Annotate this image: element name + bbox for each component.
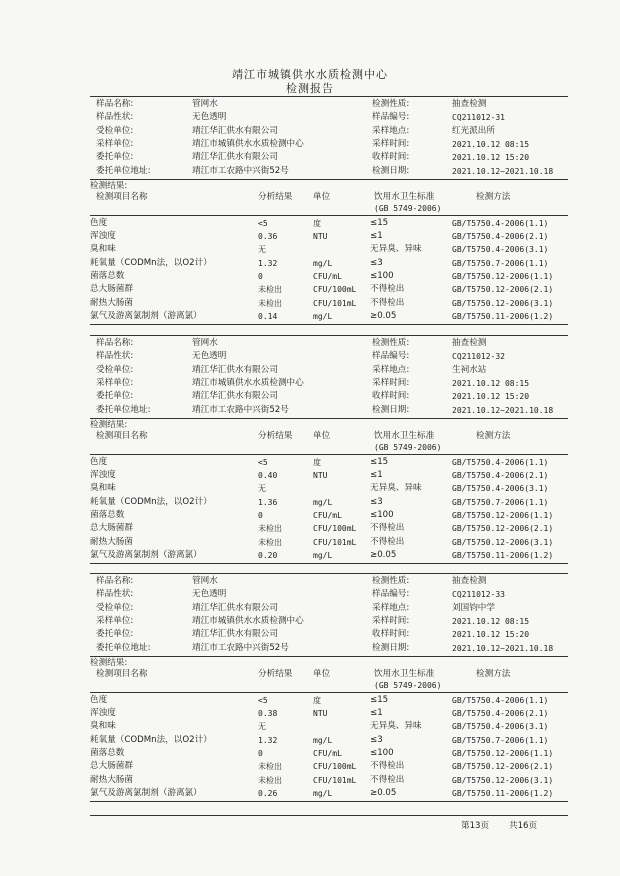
inspection-type-value: 抽查检测 [452, 576, 487, 586]
cell-result: 0 [258, 748, 263, 758]
cell-result: 0.36 [258, 232, 278, 241]
client-unit-label: 受检单位: [96, 364, 134, 375]
cell-unit: CFU/100mL [313, 285, 357, 295]
client-unit-label: 受检单位: [96, 125, 134, 136]
results-label: 检测结果: [90, 180, 128, 191]
sampling-time-value: 2021.10.12 08:15 [452, 616, 530, 626]
cell-method: GB/T5750.12-2006(3.1) [452, 537, 554, 547]
sampling-time-label: 采样时间: [372, 615, 410, 626]
sampling-site-label: 采样地点: [372, 125, 410, 136]
client-unit-value: 靖江华汇供水有限公司 [192, 602, 278, 613]
cell-unit: mg/L [313, 497, 333, 507]
sampling-site-value: 生祠水站 [452, 364, 487, 375]
cell-item: 菌落总数 [90, 747, 125, 758]
meta-row [0, 602, 620, 615]
cell-result: 0.14 [258, 311, 278, 321]
cell-result: <5 [258, 457, 268, 467]
cell-std: 不得检出 [370, 284, 405, 295]
cell-item: 浑浊度 [90, 708, 116, 718]
table-header-rule [90, 215, 568, 216]
table-row [0, 787, 620, 800]
entrusting-address-value: 靖江市工农路中兴街52号 [192, 404, 289, 415]
cell-std: ≤15 [370, 456, 389, 467]
section-top-rule [90, 96, 568, 97]
entrusting-unit-value: 靖江华汇供水有限公司 [192, 152, 278, 163]
cell-item: 氯气及游离氯制剂（游离氯） [90, 549, 202, 560]
cell-std: ≤100 [370, 270, 394, 281]
meta-row [0, 350, 620, 363]
cell-result: 无 [258, 484, 266, 494]
sample-no-value: CQ211012-33 [452, 590, 505, 600]
cell-method: GB/T5750.12-2006(3.1) [452, 775, 554, 785]
cell-method: GB/T5750.7-2006(1.1) [452, 735, 549, 745]
entrusting-unit-value: 靖江华汇供水有限公司 [192, 629, 278, 640]
cell-unit: CFU/mL [313, 748, 342, 758]
cell-result: 0.26 [258, 788, 278, 798]
results-divider [90, 656, 568, 657]
inspection-type-value: 抽查检测 [452, 338, 487, 348]
col-std-header: 饮用水卫生标准 [374, 431, 435, 442]
section-bottom-rule [90, 563, 568, 564]
testing-date-value: 2021.10.12~2021.10.18 [452, 643, 554, 653]
cell-item: 臭和味 [90, 483, 116, 494]
sample-no-value: CQ211012-32 [452, 352, 505, 362]
cell-item: 耗氧量（CODMn法，以O2计） [90, 734, 212, 745]
cell-item: 耗氧量（CODMn法，以O2计） [90, 496, 212, 507]
sample-props-label: 样品性状: [96, 351, 134, 362]
entrusting-address-label: 委托单位地址: [96, 404, 151, 415]
col-method-header: 检测方法 [476, 669, 511, 680]
cell-result: 0.40 [258, 471, 278, 480]
sample-name-label: 样品名称: [96, 99, 134, 109]
cell-result: 未检出 [258, 775, 282, 785]
cell-method: GB/T5750.12-2006(2.1) [452, 762, 554, 772]
cell-result: 0 [258, 510, 263, 520]
cell-unit: CFU/101mL [313, 537, 357, 547]
report-subtitle: 检测报告 [286, 82, 334, 95]
cell-unit: mg/L [313, 735, 333, 745]
cell-result: 0.20 [258, 550, 278, 560]
results-header-sub [0, 441, 620, 454]
cell-std: ≥0.05 [370, 310, 397, 321]
meta-row [0, 364, 620, 377]
col-std-sub-header: (GB 5749-2006) [374, 681, 442, 691]
cell-unit: mg/L [313, 258, 333, 268]
meta-row [0, 377, 620, 390]
cell-item: 菌落总数 [90, 509, 125, 520]
table-row [0, 257, 620, 270]
testing-date-label: 检测日期: [372, 642, 410, 653]
sampling-site-value: 红光派出所 [452, 125, 495, 136]
sample-name-value: 管网水 [192, 338, 218, 348]
cell-item: 氯气及游离氯制剂（游离氯） [90, 310, 202, 321]
cell-unit: mg/L [313, 550, 333, 560]
cell-unit: NTU [313, 232, 328, 241]
receiving-time-label: 收样时间: [372, 152, 410, 163]
page-number: 第13页 [461, 821, 490, 831]
sampling-site-value: 刘国钧中学 [452, 602, 495, 613]
cell-unit: CFU/mL [313, 271, 342, 281]
sampling-unit-label: 采样单位: [96, 615, 134, 626]
table-header-rule [90, 692, 568, 693]
table-row [0, 522, 620, 535]
table-row [0, 549, 620, 562]
sampling-time-value: 2021.10.12 08:15 [452, 378, 530, 388]
table-row [0, 297, 620, 310]
page-total: 共16页 [509, 821, 538, 831]
results-label: 检测结果: [90, 419, 128, 430]
meta-row [0, 151, 620, 164]
cell-item: 耐热大肠菌 [90, 536, 133, 547]
testing-date-value: 2021.10.12~2021.10.18 [452, 405, 554, 415]
receiving-time-label: 收样时间: [372, 391, 410, 402]
col-result-header: 分析结果 [258, 192, 293, 203]
cell-method: GB/T5750.4-2006(1.1) [452, 695, 549, 705]
cell-result: 未检出 [258, 285, 282, 295]
receiving-time-label: 收样时间: [372, 629, 410, 640]
cell-result: 未检出 [258, 298, 282, 308]
table-row [0, 230, 620, 243]
cell-std: ≤1 [370, 708, 383, 718]
cell-unit: 度 [313, 695, 321, 705]
cell-result: 未检出 [258, 537, 282, 547]
table-row [0, 456, 620, 469]
cell-method: GB/T5750.7-2006(1.1) [452, 258, 549, 268]
sampling-unit-value: 靖江市城镇供水水质检测中心 [192, 377, 304, 388]
sampling-unit-label: 采样单位: [96, 138, 134, 149]
client-unit-value: 靖江华汇供水有限公司 [192, 125, 278, 136]
cell-result: 1.36 [258, 497, 278, 507]
table-row [0, 774, 620, 787]
cell-item: 氯气及游离氯制剂（游离氯） [90, 787, 202, 798]
receiving-time-value: 2021.10.12 15:20 [452, 153, 530, 163]
cell-std: 无异臭、异味 [370, 483, 422, 494]
results-header-sub [0, 202, 620, 215]
testing-date-label: 检测日期: [372, 165, 410, 176]
cell-item: 色度 [90, 694, 108, 705]
section-bottom-rule [90, 324, 568, 325]
cell-std: ≤3 [370, 734, 383, 745]
col-method-header: 检测方法 [476, 431, 511, 442]
cell-item: 耗氧量（CODMn法，以O2计） [90, 257, 212, 268]
cell-method: GB/T5750.4-2006(3.1) [452, 484, 549, 494]
cell-unit: mg/L [313, 788, 333, 798]
receiving-time-value: 2021.10.12 15:20 [452, 630, 530, 640]
cell-method: GB/T5750.12-2006(2.1) [452, 285, 554, 295]
cell-method: GB/T5750.12-2006(2.1) [452, 524, 554, 534]
meta-row [0, 165, 620, 178]
testing-date-value: 2021.10.12~2021.10.18 [452, 166, 554, 176]
cell-item: 臭和味 [90, 721, 116, 732]
receiving-time-value: 2021.10.12 15:20 [452, 392, 530, 402]
sampling-time-value: 2021.10.12 08:15 [452, 139, 530, 149]
sampling-site-label: 采样地点: [372, 602, 410, 613]
client-unit-label: 受检单位: [96, 602, 134, 613]
meta-row [0, 390, 620, 403]
col-std-sub-header: (GB 5749-2006) [374, 204, 442, 214]
inspection-type-label: 检测性质: [372, 338, 410, 348]
cell-std: ≤100 [370, 509, 394, 520]
cell-result: 未检出 [258, 524, 282, 534]
cell-std: 不得检出 [370, 536, 405, 547]
cell-unit: CFU/100mL [313, 762, 357, 772]
section-top-rule [90, 335, 568, 336]
cell-std: ≤1 [370, 470, 383, 480]
sample-props-label: 样品性状: [96, 112, 134, 123]
cell-std: ≥0.05 [370, 549, 397, 560]
cell-unit: 度 [313, 218, 321, 228]
cell-item: 浑浊度 [90, 231, 116, 241]
entrusting-address-label: 委托单位地址: [96, 642, 151, 653]
table-row [0, 310, 620, 323]
inspection-type-label: 检测性质: [372, 576, 410, 586]
cell-unit: CFU/101mL [313, 775, 357, 785]
table-row [0, 747, 620, 760]
footer-rule [90, 815, 568, 816]
meta-row [0, 404, 620, 417]
table-header-rule [90, 454, 568, 455]
cell-method: GB/T5750.4-2006(3.1) [452, 722, 549, 732]
cell-item: 臭和味 [90, 244, 116, 255]
table-row [0, 496, 620, 509]
meta-row [0, 125, 620, 138]
cell-item: 总大肠菌群 [90, 761, 133, 772]
cell-std: 不得检出 [370, 774, 405, 785]
meta-row [0, 98, 620, 111]
sample-props-value: 无色透明 [192, 112, 227, 123]
results-divider [90, 179, 568, 180]
cell-item: 色度 [90, 456, 108, 467]
cell-result: 0 [258, 271, 263, 281]
results-divider [90, 418, 568, 419]
cell-std: 无异臭、异味 [370, 244, 422, 255]
cell-method: GB/T5750.4-2006(2.1) [452, 471, 549, 480]
col-std-header: 饮用水卫生标准 [374, 669, 435, 680]
table-row [0, 694, 620, 707]
entrusting-unit-label: 委托单位: [96, 391, 134, 402]
results-header-sub [0, 679, 620, 692]
cell-std: 不得检出 [370, 523, 405, 534]
cell-method: GB/T5750.4-2006(1.1) [452, 218, 549, 228]
cell-std: 不得检出 [370, 761, 405, 772]
table-row [0, 482, 620, 495]
col-result-header: 分析结果 [258, 669, 293, 680]
section-bottom-rule [90, 801, 568, 802]
meta-row [0, 337, 620, 350]
meta-row [0, 615, 620, 628]
table-row [0, 734, 620, 747]
col-unit-header: 单位 [313, 192, 331, 203]
col-item-header: 检测项目名称 [96, 669, 148, 680]
sample-no-label: 样品编号: [372, 112, 410, 123]
col-unit-header: 单位 [313, 431, 331, 442]
cell-item: 浑浊度 [90, 470, 116, 480]
client-unit-value: 靖江华汇供水有限公司 [192, 364, 278, 375]
cell-unit: mg/L [313, 311, 333, 321]
sampling-time-label: 采样时间: [372, 138, 410, 149]
col-method-header: 检测方法 [476, 192, 511, 203]
sample-props-value: 无色透明 [192, 351, 227, 362]
cell-method: GB/T5750.7-2006(1.1) [452, 497, 549, 507]
cell-result: 1.32 [258, 735, 278, 745]
cell-result: <5 [258, 218, 268, 228]
cell-method: GB/T5750.4-2006(1.1) [452, 457, 549, 467]
meta-row [0, 138, 620, 151]
sampling-unit-label: 采样单位: [96, 377, 134, 388]
cell-method: GB/T5750.11-2006(1.2) [452, 550, 554, 560]
section-top-rule [90, 573, 568, 574]
cell-result: <5 [258, 695, 268, 705]
cell-item: 菌落总数 [90, 270, 125, 281]
entrusting-unit-value: 靖江华汇供水有限公司 [192, 391, 278, 402]
meta-row [0, 111, 620, 124]
sample-name-label: 样品名称: [96, 576, 134, 586]
sample-no-label: 样品编号: [372, 589, 410, 600]
cell-std: 无异臭、异味 [370, 721, 422, 732]
cell-result: 无 [258, 245, 266, 255]
table-row [0, 217, 620, 230]
table-row [0, 509, 620, 522]
entrusting-unit-label: 委托单位: [96, 629, 134, 640]
inspection-type-label: 检测性质: [372, 99, 410, 109]
inspection-type-value: 抽查检测 [452, 99, 487, 109]
col-item-header: 检测项目名称 [96, 192, 148, 203]
sample-props-label: 样品性状: [96, 589, 134, 600]
table-row [0, 469, 620, 482]
cell-item: 色度 [90, 217, 108, 228]
sample-no-label: 样品编号: [372, 351, 410, 362]
sampling-unit-value: 靖江市城镇供水水质检测中心 [192, 615, 304, 626]
col-std-sub-header: (GB 5749-2006) [374, 443, 442, 453]
cell-method: GB/T5750.4-2006(2.1) [452, 709, 549, 718]
sample-name-value: 管网水 [192, 576, 218, 586]
meta-row [0, 628, 620, 641]
cell-std: ≤3 [370, 257, 383, 268]
cell-result: 无 [258, 722, 266, 732]
cell-unit: CFU/100mL [313, 524, 357, 534]
table-row [0, 283, 620, 296]
cell-method: GB/T5750.4-2006(3.1) [452, 245, 549, 255]
cell-item: 耐热大肠菌 [90, 297, 133, 308]
cell-item: 耐热大肠菌 [90, 774, 133, 785]
cell-std: ≤3 [370, 496, 383, 507]
cell-unit: NTU [313, 471, 328, 480]
cell-method: GB/T5750.11-2006(1.2) [452, 311, 554, 321]
cell-result: 未检出 [258, 762, 282, 772]
table-row [0, 536, 620, 549]
cell-std: ≤15 [370, 694, 389, 705]
col-unit-header: 单位 [313, 669, 331, 680]
meta-row [0, 575, 620, 588]
cell-std: ≤100 [370, 747, 394, 758]
table-row [0, 720, 620, 733]
meta-row [0, 588, 620, 601]
cell-item: 总大肠菌群 [90, 523, 133, 534]
table-row [0, 707, 620, 720]
cell-method: GB/T5750.12-2006(1.1) [452, 510, 554, 520]
col-item-header: 检测项目名称 [96, 431, 148, 442]
cell-method: GB/T5750.12-2006(1.1) [452, 748, 554, 758]
cell-unit: 度 [313, 457, 321, 467]
table-row [0, 243, 620, 256]
sample-props-value: 无色透明 [192, 589, 227, 600]
cell-std: ≤15 [370, 217, 389, 228]
sample-no-value: CQ211012-31 [452, 113, 505, 123]
table-row [0, 270, 620, 283]
entrusting-address-value: 靖江市工农路中兴街52号 [192, 642, 289, 653]
testing-date-label: 检测日期: [372, 404, 410, 415]
cell-result: 0.38 [258, 709, 278, 718]
col-result-header: 分析结果 [258, 431, 293, 442]
report-title: 靖江市城镇供水水质检测中心 [232, 68, 388, 81]
table-row [0, 760, 620, 773]
cell-std: 不得检出 [370, 297, 405, 308]
cell-std: ≥0.05 [370, 787, 397, 798]
cell-unit: NTU [313, 709, 328, 718]
col-std-header: 饮用水卫生标准 [374, 192, 435, 203]
entrusting-address-label: 委托单位地址: [96, 165, 151, 176]
entrusting-unit-label: 委托单位: [96, 152, 134, 163]
cell-item: 总大肠菌群 [90, 284, 133, 295]
cell-method: GB/T5750.12-2006(3.1) [452, 298, 554, 308]
cell-result: 1.32 [258, 258, 278, 268]
sample-name-label: 样品名称: [96, 338, 134, 348]
meta-row [0, 642, 620, 655]
cell-std: ≤1 [370, 231, 383, 241]
sample-name-value: 管网水 [192, 99, 218, 109]
sampling-time-label: 采样时间: [372, 377, 410, 388]
sampling-site-label: 采样地点: [372, 364, 410, 375]
results-label: 检测结果: [90, 657, 128, 668]
cell-method: GB/T5750.11-2006(1.2) [452, 788, 554, 798]
sampling-unit-value: 靖江市城镇供水水质检测中心 [192, 138, 304, 149]
cell-method: GB/T5750.12-2006(1.1) [452, 271, 554, 281]
cell-unit: CFU/mL [313, 510, 342, 520]
entrusting-address-value: 靖江市工农路中兴街52号 [192, 165, 289, 176]
cell-method: GB/T5750.4-2006(2.1) [452, 232, 549, 241]
cell-unit: CFU/101mL [313, 298, 357, 308]
